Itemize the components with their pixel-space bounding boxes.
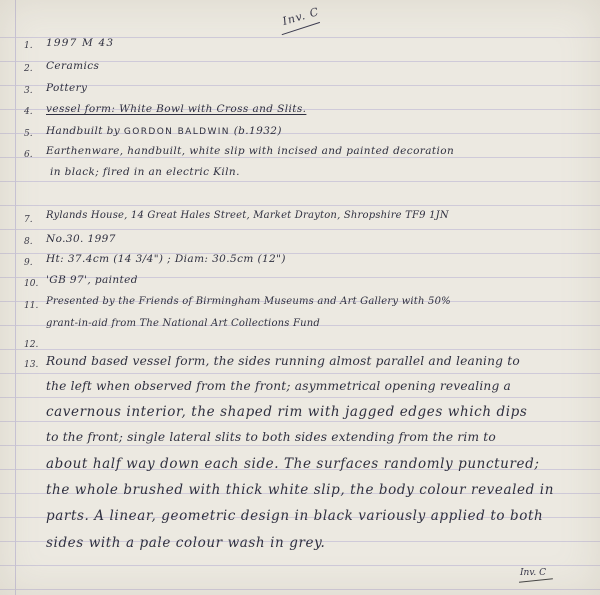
field-number-6: 6. bbox=[24, 150, 33, 160]
field-number-3: 3. bbox=[24, 86, 33, 96]
category-text: Ceramics bbox=[46, 60, 100, 72]
field-number-1: 1. bbox=[24, 41, 33, 51]
signature-underline bbox=[519, 578, 553, 584]
description-line-8: sides with a pale colour wash in grey. bbox=[46, 535, 326, 551]
field-number-7: 7. bbox=[24, 215, 33, 225]
description-line-2: the left when observed from the front; asymmetrical opening revealing a bbox=[46, 379, 512, 393]
provenance-text-line-2: grant-in-aid from The National Art Collections Fund bbox=[46, 318, 321, 329]
description-line-6: the whole brushed with thick white slip, the body colour revealed in bbox=[46, 482, 554, 498]
description-line-7: parts. A linear, geometric design in black variously applied to both bbox=[46, 508, 544, 524]
materials-text-line-1: Earthenware, handbuilt, white slip with incised and painted decoration bbox=[46, 145, 455, 157]
inventory-initials: Inv. C bbox=[520, 568, 546, 578]
address-text: Rylands House, 14 Great Hales Street, Market Drayton, Shropshire TF9 1JN bbox=[46, 210, 449, 221]
maker-dates: (b.1932) bbox=[229, 125, 282, 137]
description-line-5: about half way down each side. The surfaces randomly punctured; bbox=[46, 456, 540, 472]
accession-number: 1997 M 43 bbox=[46, 37, 115, 49]
description-line-4: to the front; single lateral slits to both sides extending from the rim to bbox=[46, 430, 496, 444]
object-type-text: Pottery bbox=[46, 82, 88, 94]
description-line-1: Round based vessel form, the sides running almost parallel and leaning to bbox=[46, 354, 520, 368]
field-number-5: 5. bbox=[24, 129, 33, 139]
maker-name: GORDON BALDWIN bbox=[123, 127, 230, 137]
maker-prefix: Handbuilt by bbox=[46, 125, 124, 137]
dimensions-text: Ht: 37.4cm (14 3/4") ; Diam: 30.5cm (12") bbox=[46, 253, 286, 265]
field-number-4: 4. bbox=[24, 107, 33, 117]
maker-line bbox=[46, 125, 282, 137]
field-number-8: 8. bbox=[24, 237, 33, 247]
description-line-3: cavernous interior, the shaped rim with jagged edges which dips bbox=[46, 404, 528, 420]
field-number-12: 12. bbox=[24, 340, 39, 350]
field-number-11: 11. bbox=[24, 301, 39, 311]
materials-text-line-2: in black; fired in an electric Kiln. bbox=[50, 166, 240, 178]
maker-number-text: No.30. 1997 bbox=[46, 233, 116, 245]
provenance-text-line-1: Presented by the Friends of Birmingham Museums and Art Gallery with 50% bbox=[46, 296, 451, 307]
inventory-mark-header: Inv. C bbox=[280, 5, 321, 28]
field-number-9: 9. bbox=[24, 258, 33, 268]
marks-text: 'GB 97', painted bbox=[46, 274, 138, 286]
object-title-text: vessel form: White Bowl with Cross and Slits. bbox=[46, 103, 307, 115]
field-number-10: 10. bbox=[24, 279, 39, 289]
field-number-13: 13. bbox=[24, 360, 39, 370]
field-number-2: 2. bbox=[24, 64, 33, 74]
